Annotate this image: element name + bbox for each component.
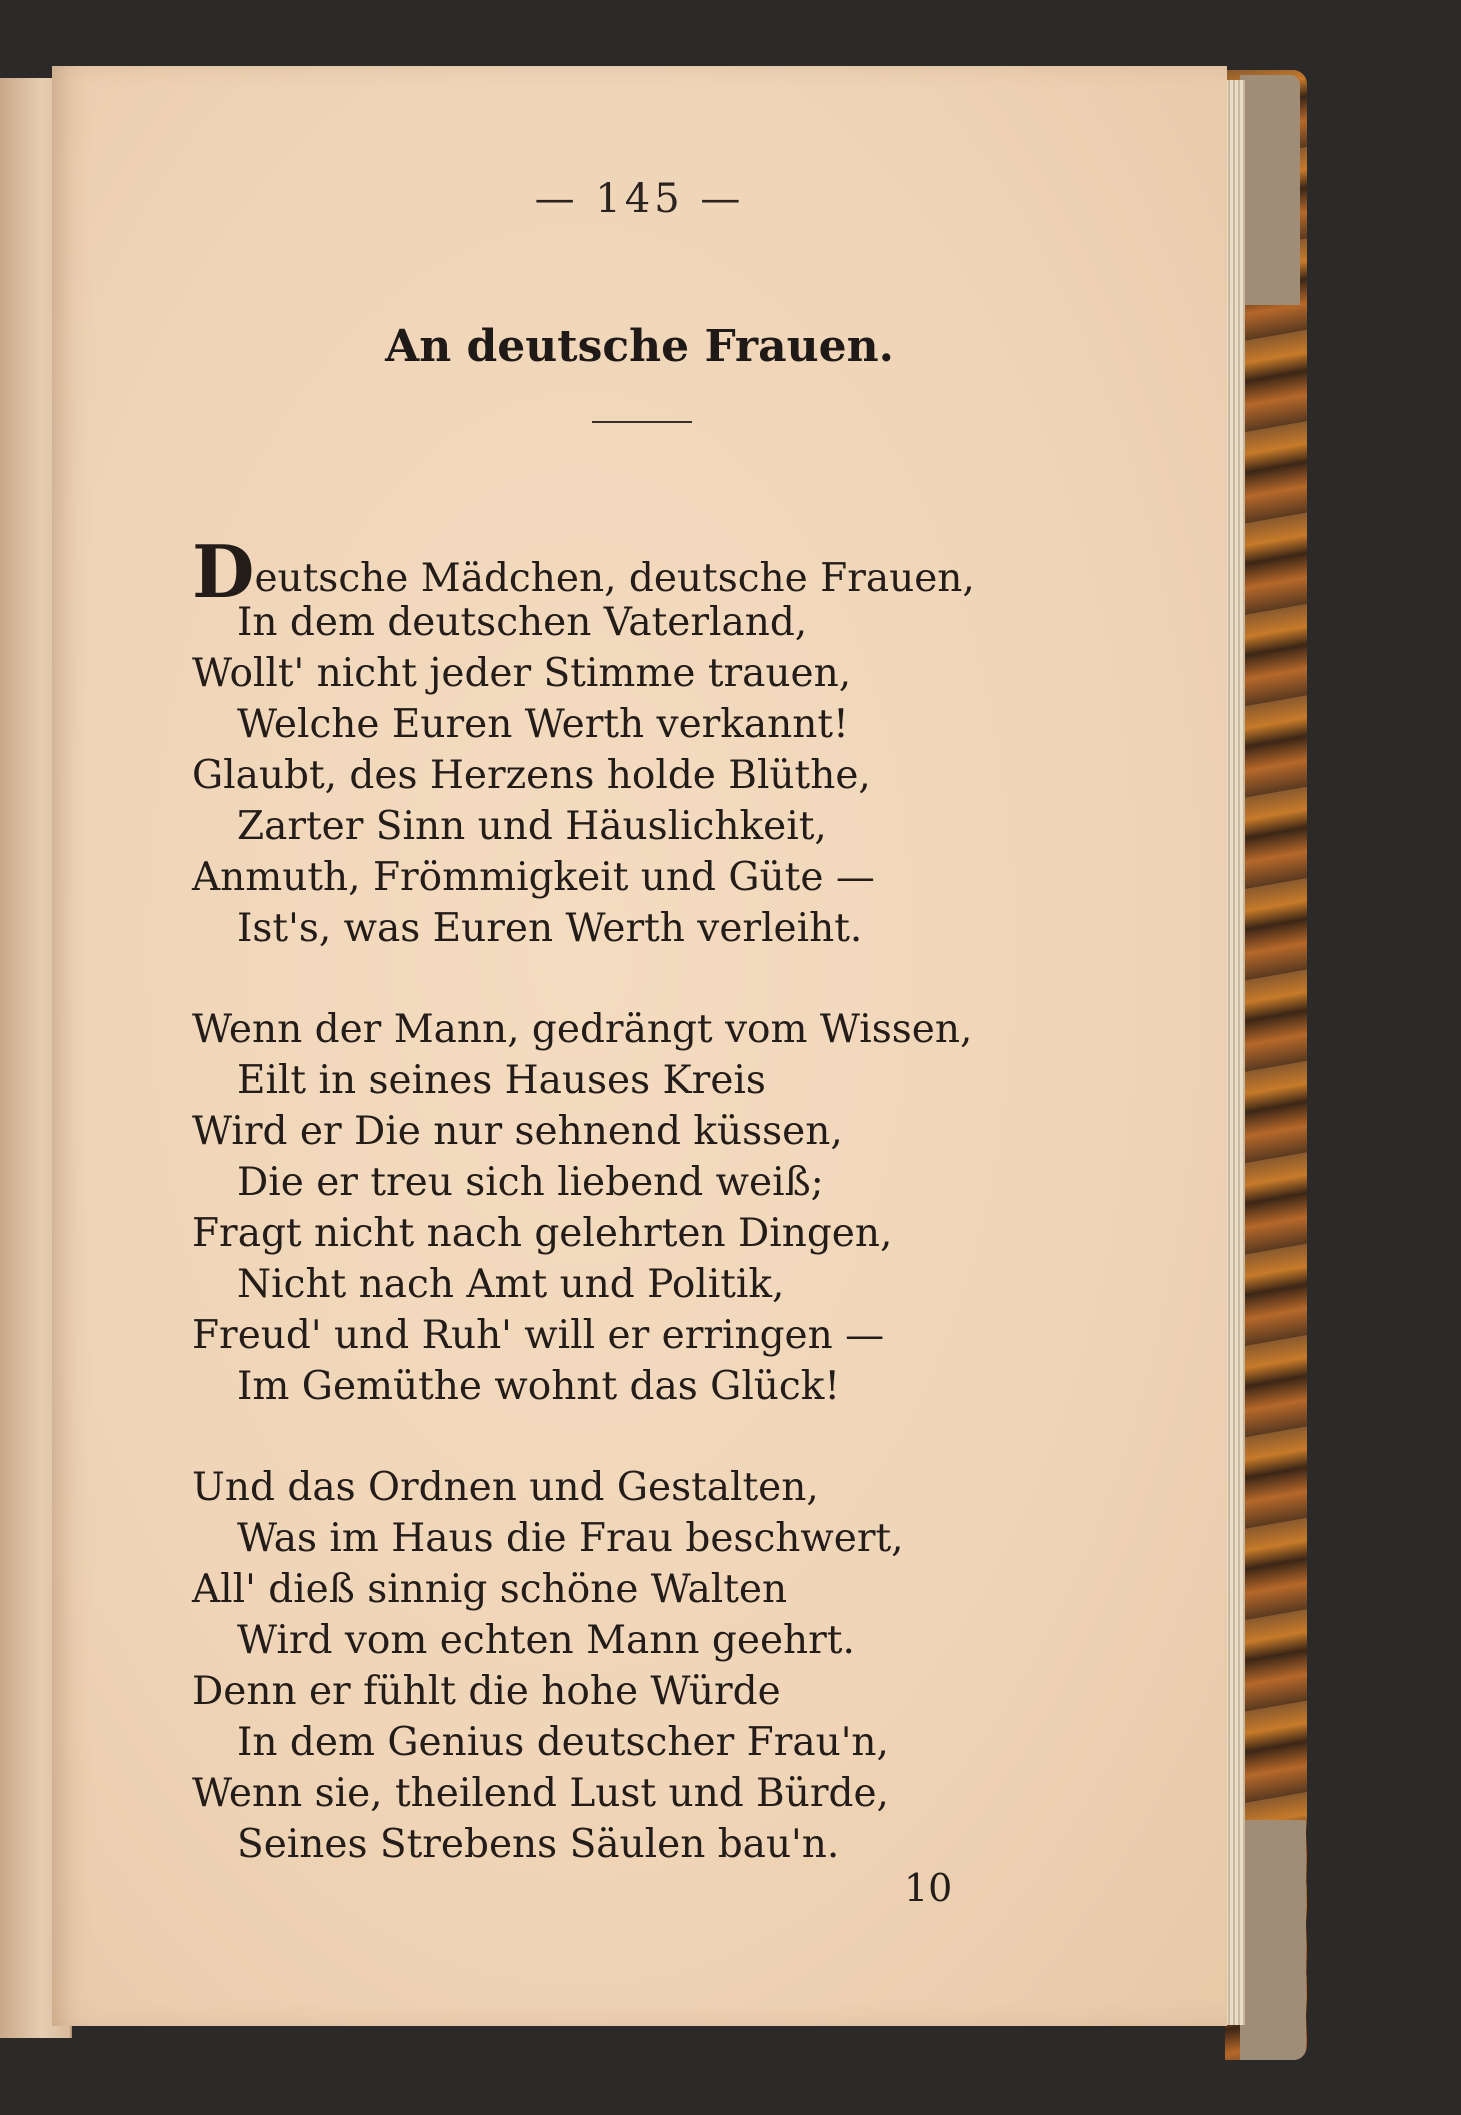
poem-line: In dem Genius deutscher Frau'n, (237, 1720, 889, 1765)
poem-line: Fragt nicht nach gelehrten Dingen, (192, 1211, 893, 1256)
poem-line: Deutsche Mädchen, deutsche Frauen, (192, 529, 975, 614)
book-spine-cloth-bottom (1240, 1820, 1306, 2060)
poem-line: Wenn der Mann, gedrängt vom Wissen, (192, 1007, 973, 1052)
poem-line: Im Gemüthe wohnt das Glück! (237, 1364, 841, 1409)
stanza-3 (192, 1462, 1092, 1870)
poem-line: Zarter Sinn und Häuslichkeit, (237, 804, 827, 849)
poem-line: Was im Haus die Frau beschwert, (237, 1516, 904, 1561)
poem-line: Welche Euren Werth verkannt! (237, 702, 849, 747)
poem-line: Denn er fühlt die hohe Würde (192, 1669, 781, 1714)
poem-line: Eilt in seines Hauses Kreis (237, 1058, 766, 1103)
poem-line: Nicht nach Amt und Politik, (237, 1262, 785, 1307)
poem-body (192, 529, 1092, 1920)
drop-cap: D (192, 529, 255, 614)
book-spine-cloth-top (1240, 75, 1300, 305)
poem-line: Anmuth, Frömmigkeit und Güte — (192, 855, 875, 900)
poem-line: Und das Ordnen und Gestalten, (192, 1465, 819, 1510)
poem-line: All' dieß sinnig schöne Walten (192, 1567, 788, 1612)
poem-line: Seines Strebens Säulen bau'n. (237, 1822, 840, 1867)
poem-line: In dem deutschen Vaterland, (237, 600, 808, 645)
poem-line: Ist's, was Euren Werth verleiht. (237, 906, 863, 951)
poem-line: Glaubt, des Herzens holde Blüthe, (192, 753, 871, 798)
poem-line: Freud' und Ruh' will er erringen — (192, 1313, 885, 1358)
title-divider (592, 421, 692, 423)
signature-mark: 10 (904, 1866, 953, 1910)
poem-line: Wenn sie, theilend Lust und Bürde, (192, 1771, 889, 1816)
poem-title: An deutsche Frauen. (385, 321, 894, 372)
poem-line: Wird er Die nur sehnend küssen, (192, 1109, 843, 1154)
poem-line: Die er treu sich liebend weiß; (237, 1160, 824, 1205)
stanza-1 (192, 529, 1092, 954)
poem-line: Wollt' nicht jeder Stimme trauen, (192, 651, 852, 696)
poem-line: Wird vom echten Mann geehrt. (237, 1618, 855, 1663)
page-number-header: — 145 — (534, 176, 745, 222)
book-page (52, 66, 1227, 2026)
stanza-2 (192, 1004, 1092, 1412)
